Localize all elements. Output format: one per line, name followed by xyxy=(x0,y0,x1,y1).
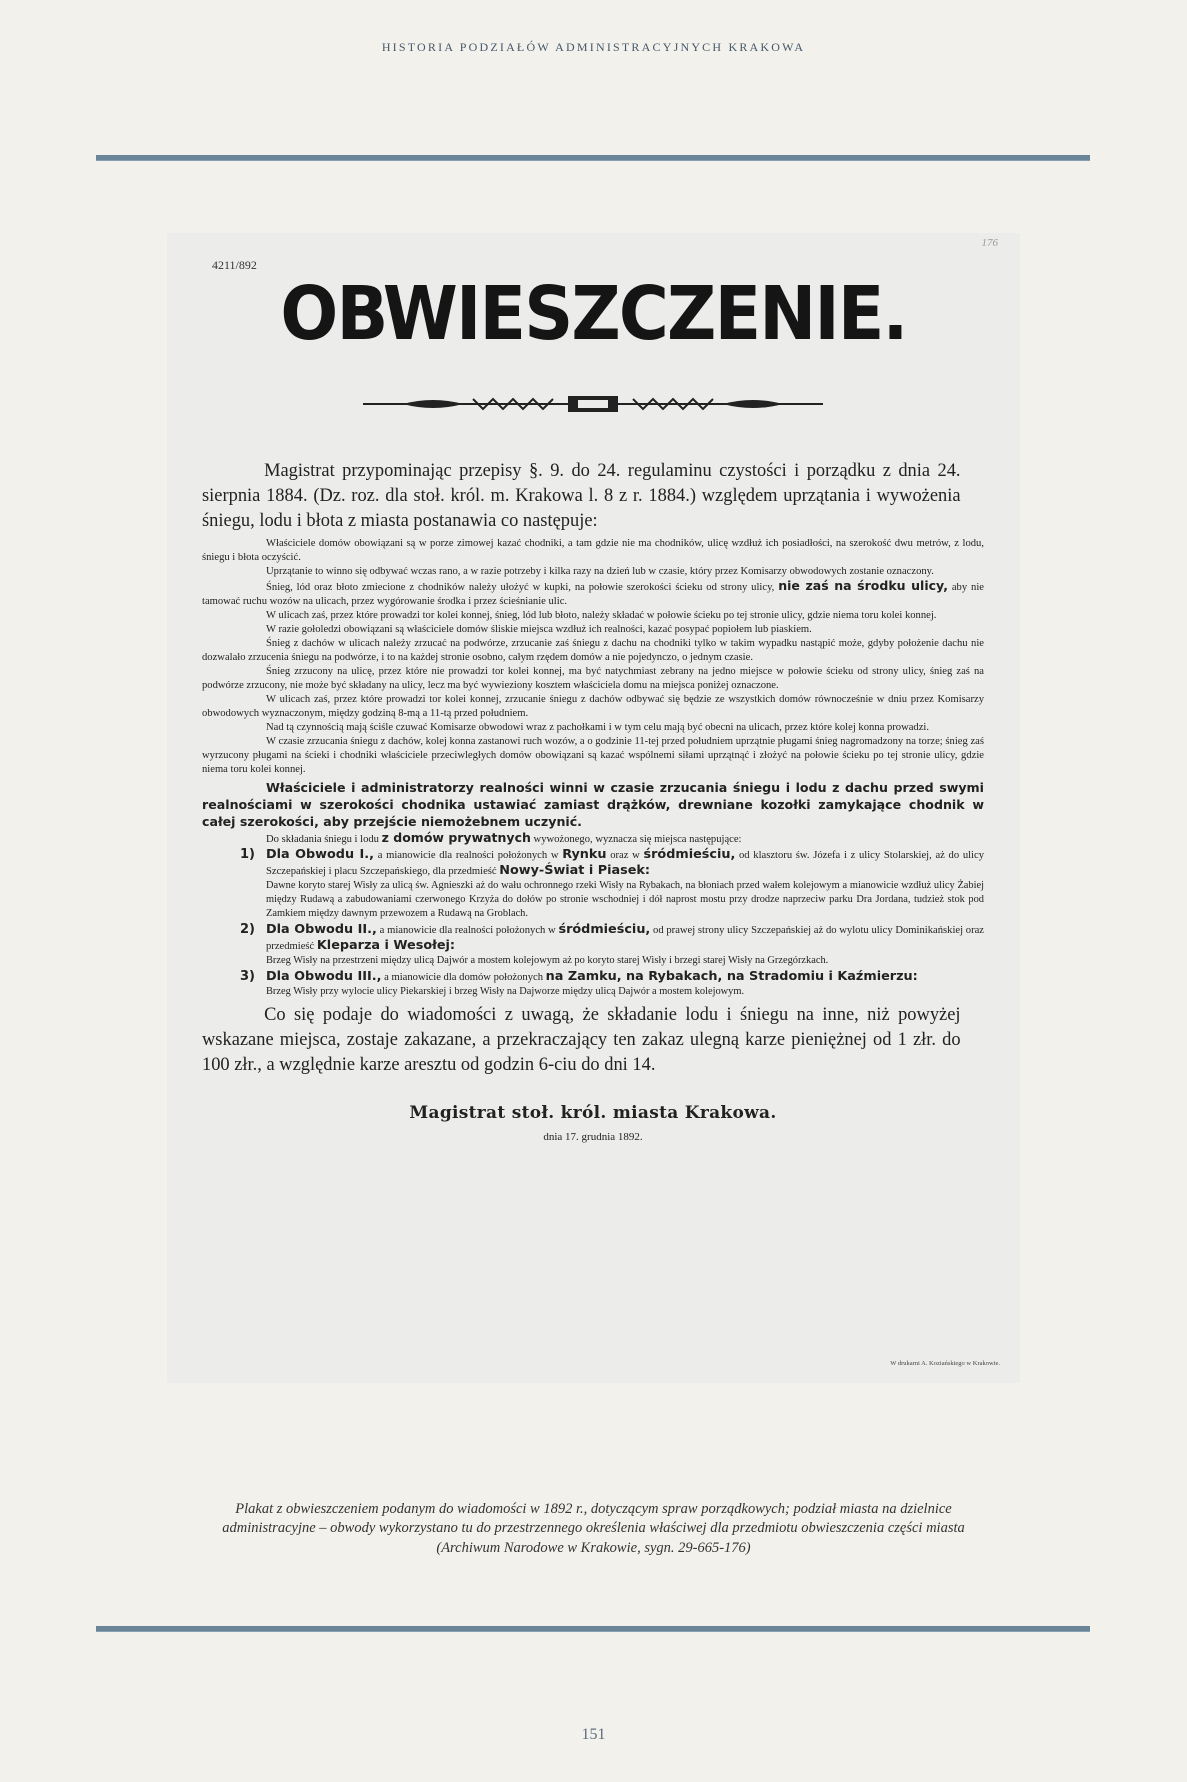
districts-intro-text: Do składania śniegu i lodu xyxy=(266,834,382,845)
district-area: Rynku xyxy=(562,847,607,862)
district-area: Kleparza i Wesołej: xyxy=(316,938,456,953)
poster-paragraph: W razie gołoledzi obowiązani są właściciele domów śliskie miejsca wzdłuż ich realności, kazać posypać popiołem lub piaskiem. xyxy=(266,624,812,635)
district-text: a mianowicie dla realności położonych w xyxy=(374,850,563,861)
district-text: od klasztoru św. Józefa i z ulicy Stolarskiej, aż do ulicy Szczepańskiej i placu Szczepańskiego, dla przedmieść xyxy=(266,850,985,877)
top-rule xyxy=(96,155,1090,161)
poster-date: dnia 17. grudnia 1892. xyxy=(543,1131,643,1143)
archive-mark: 176 xyxy=(981,237,998,249)
district-name: Dla Obwodu II., xyxy=(266,922,377,937)
district-area: śródmieściu, xyxy=(558,922,651,937)
district-area: śródmieściu, xyxy=(643,847,736,862)
paragraph-text: aby nie tamować ruchu wozów na ulicach, przez wygórowanie środka i przez ścieśnianie ulic. xyxy=(202,582,984,607)
district-heading xyxy=(266,969,984,985)
poster-title: OBWIESZCZENIE. xyxy=(280,271,907,357)
poster-ref-number: 4211/892 xyxy=(212,258,257,272)
poster-paragraph: W ulicach zaś, przez które prowadzi tor kolei konnej, śnieg, lód lub błoto, należy składać w połowie ścieku po tej stronie ulicy, gdzie niema toru kolei konnej. xyxy=(266,610,937,621)
district-item xyxy=(202,969,984,999)
ornament-divider xyxy=(363,396,823,412)
page-number: 151 xyxy=(581,1726,606,1743)
paragraph-text: Śnieg, lód oraz błoto zmiecione z chodników należy ułożyć w kupki, na połowie szerokości ścieku od strony ulicy, xyxy=(266,582,779,593)
district-description: Dawne koryto starej Wisły za ulicą św. Agnieszki aż do wału ochronnego rzeki Wisły na Rybakach, na błoniach przed wałem kolejowym a mianowicie wzdłuż ulicy Żabiej między Rudawą a zabudowaniami czerwonego Krzyża do dołów po stronie wschodniej i dół naprost mostu przy drodze naprzeciw parku Dra Jordana, tudzież stok pod Zamkiem między dawnym przewozem a Rudawą na Groblach. xyxy=(266,880,984,919)
poster-paragraph: W ulicach zaś, przez które prowadzi tor kolei konnej, zrzucanie śniegu z dachów odbywać się będzie ze wszystkich domów równocześnie w dniu przez Komisarzy obwodowych wyznaczonym, między godziną 8-mą a 11-tą przed południem. xyxy=(202,694,984,719)
district-name: Dla Obwodu I., xyxy=(266,847,375,862)
poster-paragraph: Uprzątanie to winno się odbywać wczas rano, a w razie potrzeby i kilka razy na dzień lub w czasie, który przez Komisarzy obwodowych zostanie oznaczony. xyxy=(266,566,934,577)
district-text: od prawej strony ulicy Szczepańskiej aż do wylotu ulicy Dominikańskiej oraz przedmieść xyxy=(266,925,984,952)
district-number: 2) xyxy=(240,922,255,937)
figure-caption xyxy=(214,1500,973,1558)
district-heading xyxy=(266,847,984,879)
poster-paragraph xyxy=(202,579,984,609)
district-number: 3) xyxy=(240,969,255,984)
district-text: a mianowicie dla domów położonych xyxy=(381,972,546,983)
district-number: 1) xyxy=(240,847,255,862)
district-area: na Zamku, na Rybakach, na Stradomiu i Kaźmierzu: xyxy=(545,969,918,984)
district-text: oraz w xyxy=(606,850,644,861)
districts-intro-text: wywożonego, wyznacza się miejsca następujące: xyxy=(530,834,742,845)
district-item xyxy=(202,922,984,968)
poster-body xyxy=(202,458,984,1143)
district-description: Brzeg Wisły na przestrzeni między ulicą Dajwór a mostem kolejowym aż po koryto starej Wisły i brzegi starej Wisły na Grzegórzkach. xyxy=(266,955,829,966)
poster-paragraph: Śnieg zrzucony na ulicę, przez które nie prowadzi tor kolei konnej, ma być natychmiast zebrany na jedno miejsce w połowie ścieku od strony ulicy, śnieg zaś na podwórze zrzucony, nie może być składany na ulicy, lecz ma być wywieziony kosztem właściciela domu na miejsca poniżej oznaczone. xyxy=(202,666,984,691)
district-item xyxy=(202,847,984,921)
poster-closing: Co się podaje do wiadomości z uwagą, że składanie lodu i śniegu na inne, niż powyżej wskazane miejsca, zostaje zakazane, a przekraczający ten zakaz ulegną karze pieniężnej od 1 złr. do 100 złr., a względnie karze aresztu od godzin 6-ciu do dni 14. xyxy=(202,1004,961,1075)
poster-paragraph: Właściciele domów obowiązani są w porze zimowej kazać chodniki, a tam gdzie nie ma chodników, ulicę wzdłuż ich posiadłości, na szerokość dwu metrów, z lodu, śniegu i błota oczyścić. xyxy=(202,538,984,563)
district-heading xyxy=(266,922,984,954)
poster-paragraph: Nad tą czynnością mają ściśle czuwać Komisarze obwodowi wraz z pachołkami i w tym celu mają być obecni na ulicach, przez które kolej konna prowadzi. xyxy=(266,722,930,733)
poster-image xyxy=(167,233,1020,1383)
districts-intro xyxy=(202,831,984,847)
poster-signature: Magistrat stoł. król. miasta Krakowa. xyxy=(409,1103,777,1123)
poster-paragraph: Śnieg z dachów w ulicach należy zrzucać na podwórze, zrzucanie zaś śniegu z dachu na chodniki tylko w takim wypadku nastąpić może, gdyby położenie dachu nie dozwalało zrzucenia śniegu na podwórze, i to na każdej stronie osobno, całym rzędem domów a nie pojedynczo, o jednym czasie. xyxy=(202,638,984,663)
bold-notice: Właściciele i administratorzy realności winni w czasie zrzucania śniegu i lodu z dachu przed swymi realnościami w szerokości chodnika ustawiać zamiast drążków, drewniane kozołki zamykające chodnik w całej szerokości, aby przejście niemożebnem uczynić. xyxy=(202,780,984,829)
district-description: Brzeg Wisły przy wylocie ulicy Piekarskiej i brzeg Wisły na Dajworze między ulicą Dajwór a mostem kolejowym. xyxy=(266,986,745,997)
caption-source: (Archiwum Narodowe w Krakowie, sygn. 29-665-176) xyxy=(436,1540,751,1556)
paragraph-bold-text: nie zaś na środku ulicy, xyxy=(778,578,948,593)
districts-intro-bold: z domów prywatnych xyxy=(381,830,531,845)
district-text: a mianowicie dla realności położonych w xyxy=(376,925,559,936)
poster-intro: Magistrat przypominając przepisy §. 9. do 24. regulaminu czystości i porządku z dnia 24. sierpnia 1884. (Dz. roz. dla stoł. król. m. Krakowa l. 8 z r. 1884.) względem uprzątania i wywożenia śniegu, lodu i błota z miasta postanawia co następuje: xyxy=(202,460,961,531)
printer-imprint: W drukarni A. Koziańskiego w Krakowie. xyxy=(890,1360,1000,1367)
district-name: Dla Obwodu III., xyxy=(266,969,382,984)
district-area: Nowy-Świat i Piasek: xyxy=(499,863,651,878)
running-head: HISTORIA PODZIAŁÓW ADMINISTRACYJNYCH KRAKOWA xyxy=(381,40,806,54)
bottom-rule xyxy=(96,1626,1090,1632)
caption-text: Plakat z obwieszczeniem podanym do wiadomości w 1892 r., dotyczącym spraw porządkowych; podział miasta na dzielnice administracyjne – obwody wykorzystano tu do przestrzennego określenia właściwej dla przedmiotu obwieszczenia części miasta xyxy=(222,1501,965,1536)
poster-paragraph: W czasie zrzucania śniegu z dachów, kolej konna zastanowi ruch wozów, a o godzinie 11-tej przed południem uprzątnie pługami śnieg nagromadzony na torze; śnieg zaś wyrzucony pługami na ścieki i chodniki właściciele przeciwległych domów obowiązani są kazać wspólnemi siłami uprzątnąć i złożyć na połowie ścieku po tej stronie ulicy, gdzie niema toru kolei konnej. xyxy=(202,736,984,775)
